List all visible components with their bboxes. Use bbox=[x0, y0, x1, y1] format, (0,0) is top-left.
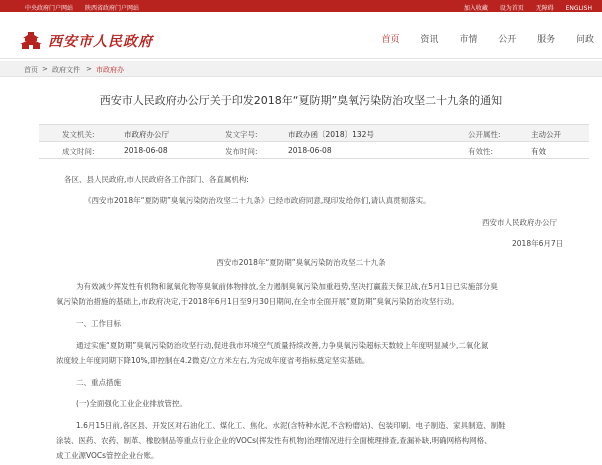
meta-value-doc-number: 市政办函〔2018〕132号 bbox=[288, 130, 374, 139]
top-bar bbox=[0, 0, 602, 12]
nav-city-info[interactable]: 市情 bbox=[459, 35, 478, 45]
salutation: 各区、县人民政府,市人民政府各工作部门、各直属机构: bbox=[64, 175, 249, 184]
meta-value-publish-date: 2018-06-08 bbox=[288, 146, 332, 155]
meta-value-disclosure: 主动公开 bbox=[531, 130, 561, 139]
shaanxi-gov-link[interactable]: 陕西省政府门户网站 bbox=[84, 5, 139, 12]
main-nav bbox=[364, 32, 594, 45]
nav-public[interactable]: 公开 bbox=[498, 35, 517, 45]
notice-paragraph: 《西安市2018年“夏防期”臭氧污染防治攻坚二十九条》已经市政府同意,现印发给你们,请认真贯彻落实。 bbox=[84, 196, 431, 205]
site-header bbox=[0, 12, 602, 59]
meta-label-issuer: 发文机关: bbox=[62, 130, 95, 139]
breadcrumb-separator: > bbox=[86, 65, 92, 73]
meta-value-validity: 有效 bbox=[531, 147, 546, 156]
intro-line: 为有效减少挥发性有机物和氮氧化物等臭氧前体物排放,全力遏制臭氧污染加重趋势,坚决打赢蓝天保卫战,在5月1日已实施部分臭 bbox=[76, 282, 498, 291]
set-homepage-link[interactable]: 设为首页 bbox=[499, 5, 524, 12]
meta-value-written-date: 2018-06-08 bbox=[124, 146, 168, 155]
nav-home[interactable]: 首页 bbox=[381, 35, 400, 45]
heading-industrial: (一)全面强化工业企业排放管控。 bbox=[76, 399, 187, 408]
intro-line: 氧污染防治措施的基础上,市政府决定,于2018年6月1日至9月30日期间,在全市全面开展“夏防期”臭氧污染防治攻坚行动。 bbox=[56, 297, 459, 306]
meta-label-doc-number: 发文字号: bbox=[225, 130, 258, 139]
document-meta-table bbox=[39, 124, 589, 159]
nav-services[interactable]: 服务 bbox=[537, 35, 556, 45]
breadcrumb-home[interactable]: 首页 bbox=[24, 66, 38, 74]
goals-line: 浓度较上年度同期下降10%,即控制在4.2微克/立方米左右,为完成年度省考指标奠定坚实基础。 bbox=[56, 356, 370, 365]
nav-news[interactable]: 资讯 bbox=[420, 35, 439, 45]
meta-value-issuer: 市政府办公厅 bbox=[124, 130, 169, 139]
document-title: 西安市人民政府办公厅关于印发2018年“夏防期”臭氧污染防治攻坚二十九条的通知 bbox=[99, 94, 503, 107]
accessibility-link[interactable]: 无障碍 bbox=[535, 5, 554, 12]
breadcrumb bbox=[0, 61, 602, 77]
breadcrumb-current[interactable]: 市政府办 bbox=[96, 66, 124, 74]
bell-tower-logo-icon[interactable] bbox=[18, 30, 44, 50]
meta-row bbox=[39, 125, 589, 142]
add-favorite-link[interactable]: 加入收藏 bbox=[463, 5, 488, 12]
signature-date: 2018年6月7日 bbox=[512, 239, 564, 248]
measure-line: 1.6月15日前,各区县、开发区对石油化工、煤化工、焦化、水泥(含特种水泥,不含粉磨站)、包装印刷、电子制造、家具制造、制鞋 bbox=[76, 421, 506, 430]
heading-measures: 二、重点措施 bbox=[76, 378, 121, 387]
meta-label-written-date: 成文时间: bbox=[62, 147, 95, 156]
nav-inquiry[interactable]: 问政 bbox=[575, 35, 594, 45]
goals-line: 通过实施“夏防期”臭氧污染防治攻坚行动,促进我市环境空气质量持续改善,力争臭氧污染超标天数较上年度明显减少,二氧化氮 bbox=[76, 341, 489, 350]
breadcrumb-gov-files[interactable]: 政府文件 bbox=[52, 66, 80, 74]
measure-line: 成工业源VOCs管控企业台账。 bbox=[56, 451, 159, 460]
section-subtitle: 西安市2018年“夏防期”臭氧污染防治攻坚二十九条 bbox=[216, 258, 386, 267]
measure-line: 涂装、医药、农药、制革、橡胶制品等重点行业企业的VOCs(挥发性有机物)治理情况进行全面梳理排查,查漏补缺,明确网格构网格、 bbox=[56, 436, 492, 445]
central-gov-link[interactable]: 中央政府门户网站 bbox=[25, 5, 74, 12]
meta-label-publish-date: 发布时间: bbox=[225, 147, 258, 156]
meta-label-disclosure: 公开属性: bbox=[468, 130, 501, 139]
signature: 西安市人民政府办公厅 bbox=[482, 218, 557, 227]
site-title[interactable]: 西安市人民政府 bbox=[48, 34, 153, 50]
english-link[interactable]: ENGLISH bbox=[565, 5, 592, 12]
breadcrumb-separator: > bbox=[42, 65, 48, 73]
meta-row bbox=[39, 142, 589, 159]
heading-goals: 一、工作目标 bbox=[76, 319, 121, 328]
meta-label-validity: 有效性: bbox=[468, 147, 494, 156]
